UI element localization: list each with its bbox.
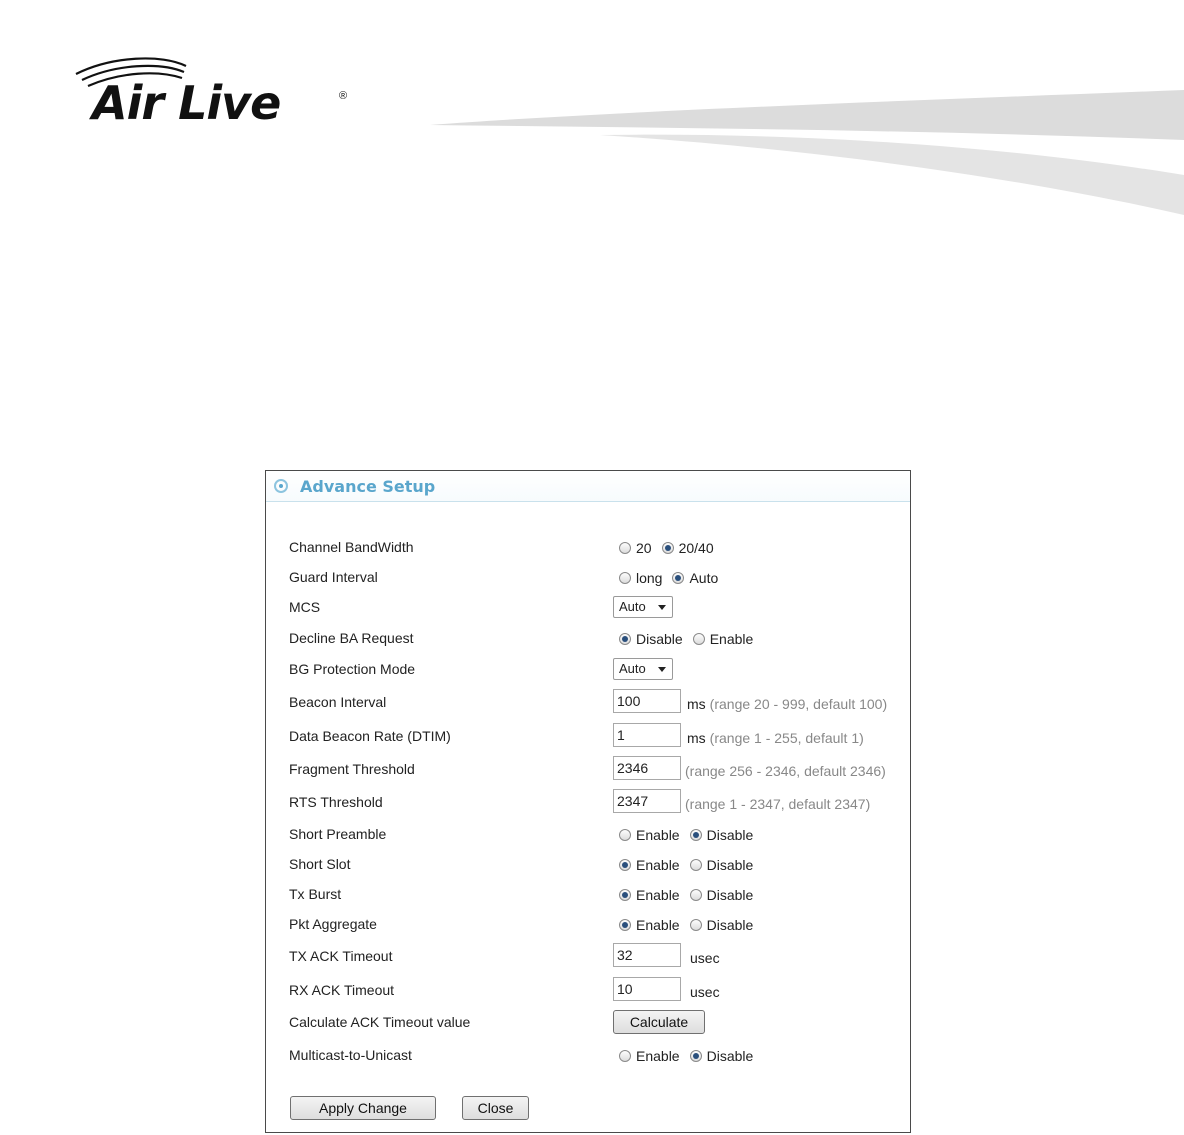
row-guard-interval [266,562,910,592]
chevron-down-icon [658,667,666,672]
pkt-aggregate-disable-radio[interactable] [690,919,702,931]
row-decline-ba [266,623,910,653]
dtim-input[interactable]: 1 [613,723,681,747]
row-multicast-unicast [266,1040,910,1070]
fragment-threshold-label: Fragment Threshold [289,761,415,777]
short-preamble-enable-radio[interactable] [619,829,631,841]
decline-ba-label: Decline BA Request [289,630,414,646]
decline-ba-disable-radio[interactable] [619,633,631,645]
row-tx-ack-timeout [266,941,910,971]
apply-change-button[interactable]: Apply Change [290,1096,436,1120]
calculate-button[interactable]: Calculate [613,1010,705,1034]
target-icon [274,479,288,493]
rts-threshold-hint: (range 1 - 2347, default 2347) [685,796,871,812]
pkt-aggregate-enable-label: Enable [636,917,680,933]
decline-ba-enable-label: Enable [709,631,754,647]
rx-ack-timeout-label: RX ACK Timeout [289,982,395,998]
dtim-label: Data Beacon Rate (DTIM) [289,728,451,744]
row-bg-protection [266,654,910,684]
fragment-threshold-hint: (range 256 - 2346, default 2346) [685,763,886,779]
decline-ba-disable-label: Disable [636,631,683,647]
short-slot-disable-radio[interactable] [690,859,702,871]
rts-threshold-label: RTS Threshold [289,794,383,810]
bandwidth-20-40-label: 20/40 [678,540,714,556]
bandwidth-20-label: 20 [636,540,652,556]
tx-burst-enable-label: Enable [636,887,680,903]
decorative-swoosh [430,80,1184,220]
short-preamble-disable-label: Disable [706,827,754,843]
airlive-logo [72,52,362,142]
guard-auto-radio[interactable] [672,572,684,584]
logo-text: Air Live [92,76,281,130]
mcs-label: MCS [289,599,321,615]
short-preamble-disable-radio[interactable] [690,829,702,841]
decline-ba-enable-radio[interactable] [693,633,705,645]
mcs-select-value: Auto [619,599,646,614]
row-calc-ack [266,1007,910,1037]
tx-ack-timeout-input[interactable]: 32 [613,943,681,967]
row-mcs [266,592,910,622]
multicast-unicast-label: Multicast-to-Unicast [289,1047,412,1063]
dtim-unit: ms [687,730,706,746]
close-button[interactable]: Close [462,1096,529,1120]
short-preamble-label: Short Preamble [289,826,387,842]
row-beacon-interval [266,687,910,717]
channel-bandwidth-label: Channel BandWidth [289,539,414,555]
rx-ack-timeout-unit: usec [690,984,720,1000]
tx-ack-timeout-label: TX ACK Timeout [289,948,393,964]
row-short-preamble [266,819,910,849]
row-rx-ack-timeout [266,975,910,1005]
short-slot-enable-label: Enable [636,857,680,873]
row-short-slot [266,849,910,879]
beacon-interval-label: Beacon Interval [289,694,387,710]
multicast-enable-label: Enable [636,1048,680,1064]
guard-long-radio[interactable] [619,572,631,584]
short-slot-label: Short Slot [289,856,351,872]
panel-header [266,471,910,502]
row-channel-bandwidth [266,532,910,562]
bg-protection-label: BG Protection Mode [289,661,416,677]
calc-ack-label: Calculate ACK Timeout value [289,1014,471,1030]
pkt-aggregate-disable-label: Disable [706,917,754,933]
chevron-down-icon [658,605,666,610]
panel-title: Advance Setup [300,477,436,496]
guard-long-label: long [636,570,663,586]
pkt-aggregate-enable-radio[interactable] [619,919,631,931]
tx-burst-label: Tx Burst [289,886,342,902]
beacon-interval-hint: (range 20 - 999, default 100) [709,696,888,712]
tx-burst-enable-radio[interactable] [619,889,631,901]
rx-ack-timeout-input[interactable]: 10 [613,977,681,1001]
multicast-disable-label: Disable [706,1048,754,1064]
multicast-disable-radio[interactable] [690,1050,702,1062]
guard-auto-label: Auto [689,570,719,586]
rts-threshold-input[interactable]: 2347 [613,789,681,813]
fragment-threshold-input[interactable]: 2346 [613,756,681,780]
multicast-enable-radio[interactable] [619,1050,631,1062]
tx-burst-disable-radio[interactable] [690,889,702,901]
beacon-interval-unit: ms [687,696,706,712]
short-preamble-enable-label: Enable [636,827,680,843]
tx-burst-disable-label: Disable [706,887,754,903]
row-pkt-aggregate [266,909,910,939]
short-slot-disable-label: Disable [706,857,754,873]
row-fragment-threshold [266,754,910,784]
short-slot-enable-radio[interactable] [619,859,631,871]
pkt-aggregate-label: Pkt Aggregate [289,916,377,932]
tx-ack-timeout-unit: usec [690,950,720,966]
mcs-select[interactable] [613,596,673,618]
row-tx-burst [266,879,910,909]
bg-protection-select-value: Auto [619,661,646,676]
registered-mark: ® [339,90,348,102]
guard-interval-label: Guard Interval [289,569,378,585]
bg-protection-select[interactable] [613,658,673,680]
dtim-hint: (range 1 - 255, default 1) [709,730,864,746]
row-rts-threshold [266,787,910,817]
bandwidth-20-40-radio[interactable] [662,542,674,554]
row-dtim [266,721,910,751]
advance-setup-panel [265,470,911,1133]
beacon-interval-input[interactable]: 100 [613,689,681,713]
bandwidth-20-radio[interactable] [619,542,631,554]
